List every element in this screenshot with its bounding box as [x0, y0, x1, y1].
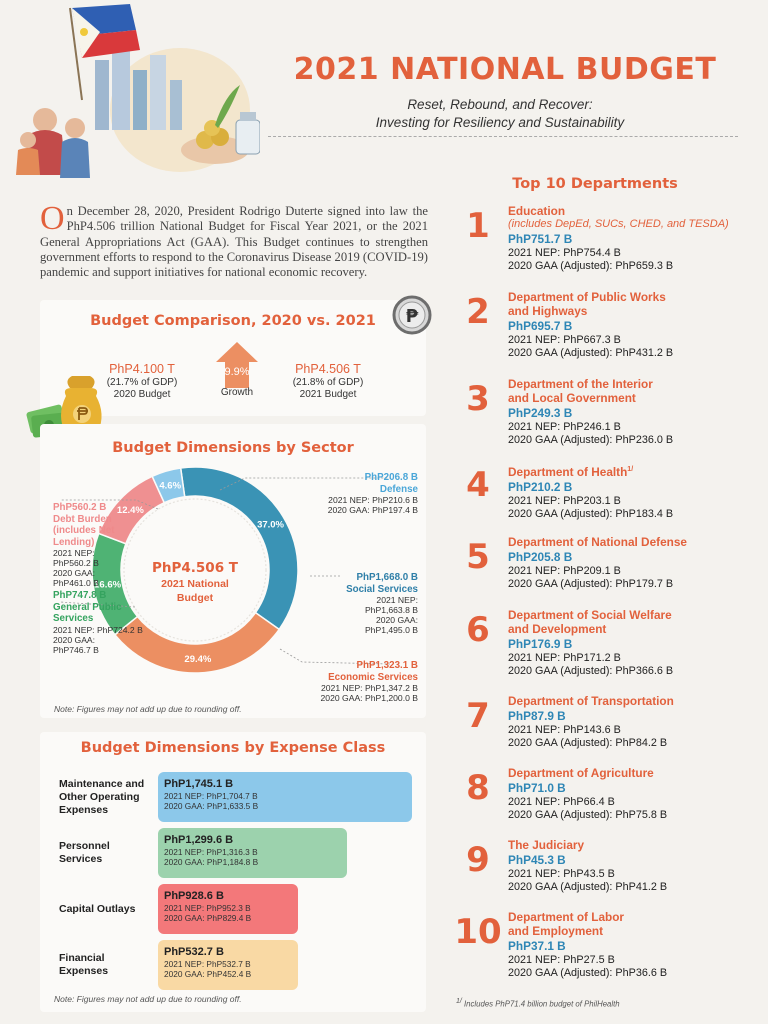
dept-name	[508, 766, 758, 780]
social-nep-1: 2021 NEP:	[376, 595, 418, 605]
expense-amount: PhP928.6 B	[164, 890, 224, 902]
page-title: 2021 NATIONAL BUDGET	[293, 52, 717, 87]
subtitle-line-1: Reset, Rebound, and Recover:	[407, 97, 593, 112]
peso-coin-icon	[392, 295, 432, 335]
sector-chart-panel	[40, 424, 426, 718]
dept-name-line-1: Department of Health	[508, 464, 628, 479]
expense-label-line-2: Services	[59, 853, 103, 865]
dept-name-line-1: Department of National Defense	[508, 535, 687, 549]
budget-2020-amount: PhP4.100 T	[109, 362, 175, 376]
dept-nep: 2021 NEP: PhP209.1 B	[508, 565, 621, 577]
coin-symbol: ₱	[405, 306, 419, 327]
dept-gaa: 2020 GAA (Adjusted): PhP41.2 B	[508, 881, 668, 893]
dept-body	[508, 838, 758, 894]
dept-gaa: 2020 GAA (Adjusted): PhP75.8 B	[508, 809, 668, 821]
dept-gaa: 2020 GAA (Adjusted): PhP366.6 B	[508, 665, 674, 677]
dept-rank: 10	[454, 912, 502, 952]
dept-name-line-1: The Judiciary	[508, 838, 585, 852]
top10-title: Top 10 Departments	[512, 176, 678, 192]
dept-name	[508, 204, 758, 218]
defense-gaa: 2020 GAA: PhP197.4 B	[327, 505, 418, 515]
expense-label	[59, 952, 108, 978]
budget-2020-gdp: (21.7% of GDP)	[106, 377, 178, 388]
dept-footnote-mark: 1/	[627, 466, 634, 473]
dept-gaa: 2020 GAA (Adjusted): PhP431.2 B	[508, 347, 674, 359]
dept-amount: PhP45.3 B	[508, 853, 566, 867]
budget-2020-label: 2020 Budget	[113, 388, 171, 400]
expense-bar	[158, 940, 298, 990]
dept-item	[452, 204, 752, 284]
dept-item	[452, 463, 752, 543]
label-debt-burden	[53, 502, 115, 588]
economic-gaa: 2020 GAA: PhP1,200.0 B	[320, 693, 418, 703]
budget-2021	[282, 362, 374, 400]
debt-nep-2: PhP560.2 B	[53, 558, 99, 568]
dept-name-line-2: and Development	[508, 622, 607, 636]
dept-nep: 2021 NEP: PhP43.5 B	[508, 868, 615, 880]
footnote-text: Includes PhP71.4 billion budget of PhilHealth	[464, 999, 620, 1009]
dept-nep: 2021 NEP: PhP754.4 B	[508, 247, 621, 259]
dept-gaa: 2020 GAA (Adjusted): PhP183.4 B	[508, 507, 674, 520]
budget-2020	[96, 362, 188, 400]
budget-2021-gdp: (21.8% of GDP)	[292, 377, 364, 388]
footnote-mark: 1/	[456, 998, 462, 1005]
sector-note: Note: Figures may not add up due to rounding off.	[54, 704, 242, 714]
label-social-services	[346, 572, 418, 635]
dept-item	[452, 608, 752, 688]
social-nep-2: PhP1,663.8 B	[364, 605, 418, 615]
public-amount: PhP747.8 B	[53, 590, 107, 601]
dept-amount: PhP71.0 B	[508, 781, 566, 795]
header-divider	[268, 136, 738, 137]
dept-item	[452, 377, 752, 457]
expense-note: Note: Figures may not add up due to rounding off.	[54, 994, 242, 1004]
economic-nep: 2021 NEP: PhP1,347.2 B	[321, 683, 418, 693]
dept-name	[508, 535, 758, 549]
public-name-2: Services	[53, 613, 94, 624]
dept-rank: 3	[466, 379, 490, 419]
dept-nep: 2021 NEP: PhP246.1 B	[508, 421, 621, 433]
defense-amount: PhP206.8 B	[364, 472, 418, 483]
dept-gaa: 2020 GAA (Adjusted): PhP659.3 B	[508, 260, 674, 272]
dept-name-line-1: Department of Social Welfare	[508, 608, 672, 622]
expense-class-panel	[40, 732, 426, 1012]
budget-2021-amount: PhP4.506 T	[295, 362, 361, 376]
intro-paragraph	[40, 200, 428, 280]
dept-item	[452, 290, 752, 370]
dept-body	[508, 204, 758, 273]
expense-label-line-1: Maintenance and	[59, 777, 145, 790]
dept-amount: PhP176.9 B	[508, 637, 573, 651]
public-gaa-1: 2020 GAA:	[53, 634, 96, 645]
expense-nep: 2021 NEP: PhP952.3 B	[164, 903, 251, 913]
expense-class-title: Budget Dimensions by Expense Class	[80, 740, 386, 756]
dept-body	[508, 910, 758, 980]
expense-amount: PhP1,745.1 B	[164, 778, 234, 790]
dept-name-line-1: Department of Transportation	[508, 694, 674, 708]
subtitle-line-2: Investing for Resiliency and Sustainability	[375, 115, 625, 130]
dept-rank: 2	[466, 292, 490, 332]
expense-label-line-1: Financial	[59, 952, 105, 964]
sector-chart-title: Budget Dimensions by Sector	[112, 440, 354, 456]
dept-name-line-1: Department of Labor	[508, 910, 625, 924]
expense-nep: 2021 NEP: PhP532.7 B	[164, 959, 251, 969]
debt-name-1: Debt Burden	[53, 513, 112, 525]
expense-nep: 2021 NEP: PhP1,316.3 B	[164, 847, 258, 857]
expense-bar	[158, 772, 412, 822]
debt-gaa-1: 2020 GAA:	[53, 568, 96, 578]
dept-item	[452, 910, 752, 990]
dept-name-line-1: Department of Public Works	[508, 290, 666, 304]
hero-illustration	[0, 0, 260, 190]
dept-name	[508, 838, 758, 852]
social-gaa-1: 2020 GAA:	[375, 615, 418, 625]
page-subtitle	[300, 96, 700, 132]
dept-gaa: 2020 GAA (Adjusted): PhP36.6 B	[508, 967, 668, 979]
dept-rank: 8	[466, 768, 490, 808]
dept-nep: 2021 NEP: PhP66.4 B	[508, 796, 615, 808]
expense-label-line-3: Expenses	[59, 803, 109, 816]
donut-slice-label: 12.4%	[116, 505, 144, 517]
dept-body	[508, 694, 758, 750]
expense-amount: PhP1,299.6 B	[164, 834, 234, 846]
donut-slice-label: 16.6%	[94, 579, 122, 591]
dept-item	[452, 838, 752, 918]
debt-amount: PhP560.2 B	[53, 502, 107, 513]
dept-amount: PhP695.7 B	[508, 319, 573, 333]
dept-body	[508, 535, 758, 591]
dept-body	[508, 608, 758, 678]
dept-body	[508, 290, 758, 360]
dept-nep: 2021 NEP: PhP27.5 B	[508, 954, 615, 966]
dept-body	[508, 463, 758, 521]
dept-gaa: 2020 GAA (Adjusted): PhP84.2 B	[508, 737, 668, 749]
social-name: Social Services	[346, 583, 418, 595]
expense-label-line-2: Other Operating	[59, 790, 140, 803]
debt-gaa-2: PhP461.0 B	[53, 578, 99, 588]
dept-nep: 2021 NEP: PhP171.2 B	[508, 652, 621, 664]
label-general-public-services	[53, 590, 143, 655]
expense-label-line-2: Expenses	[59, 965, 109, 977]
dept-body	[508, 377, 758, 447]
dept-item	[452, 694, 752, 774]
growth-label: Growth	[220, 387, 254, 398]
footnote	[456, 998, 620, 1009]
donut-slice-label: 29.4%	[184, 653, 212, 665]
expense-label-line-1: Personnel	[59, 840, 110, 852]
dept-gaa: 2020 GAA (Adjusted): PhP179.7 B	[508, 578, 674, 590]
donut-slice-label: 4.6%	[159, 480, 182, 492]
dept-nep: 2021 NEP: PhP143.6 B	[508, 724, 621, 736]
expense-gaa: 2020 GAA: PhP452.4 B	[164, 969, 252, 979]
dept-name-line-2: and Local Government	[508, 391, 636, 405]
dept-name-line-1: Department of the Interior	[508, 377, 653, 391]
label-economic-services	[321, 660, 418, 703]
dept-name	[508, 463, 758, 479]
expense-bar	[158, 884, 298, 934]
expense-gaa: 2020 GAA: PhP1,184.8 B	[164, 857, 259, 867]
defense-name: Defense	[379, 483, 418, 495]
dept-rank: 7	[466, 696, 490, 736]
public-name-1: General Public	[53, 601, 122, 613]
dept-amount: PhP751.7 B	[508, 232, 573, 246]
dept-nep: 2021 NEP: PhP203.1 B	[508, 494, 621, 507]
budget-2021-label: 2021 Budget	[299, 388, 357, 400]
dept-subtitle: (includes DepEd, SUCs, CHED, and TESDA)	[508, 218, 729, 230]
donut-center-amount: PhP4.506 T	[151, 560, 239, 576]
expense-gaa: 2020 GAA: PhP829.4 B	[164, 913, 252, 923]
label-defense	[328, 472, 418, 515]
dept-amount: PhP87.9 B	[508, 709, 566, 723]
budget-comparison-title: Budget Comparison, 2020 vs. 2021	[90, 313, 376, 329]
dept-item	[452, 535, 752, 615]
economic-name: Economic Services	[328, 671, 418, 683]
economic-amount: PhP1,323.1 B	[356, 660, 418, 671]
dept-name-line-1: Education	[508, 204, 566, 218]
dept-amount: PhP205.8 B	[508, 550, 573, 564]
defense-nep: 2021 NEP: PhP210.6 B	[328, 495, 418, 505]
dept-name-line-2: and Highways	[508, 304, 588, 318]
dept-name	[508, 608, 758, 622]
donut-center-label-1: 2021 National	[161, 578, 229, 590]
expense-bar	[158, 828, 347, 878]
dept-rank: 4	[466, 465, 490, 505]
dept-name	[508, 290, 758, 304]
expense-label-line-1: Capital Outlays	[59, 902, 136, 915]
donut-slice-label: 37.0%	[257, 519, 285, 531]
debt-nep-1: 2021 NEP:	[53, 548, 95, 558]
donut-center-label-2: Budget	[176, 592, 214, 604]
expense-amount: PhP532.7 B	[164, 946, 224, 958]
dept-item	[452, 766, 752, 846]
public-nep: 2021 NEP: PhP724.2 B	[53, 624, 143, 635]
debt-name-3: Lending)	[53, 536, 95, 548]
dept-body	[508, 766, 758, 822]
social-amount: PhP1,668.0 B	[356, 572, 418, 583]
expense-gaa: 2020 GAA: PhP1,633.5 B	[164, 801, 259, 811]
growth-arrow-icon	[216, 342, 258, 388]
dept-rank: 9	[466, 840, 490, 880]
donut-slice	[181, 467, 298, 629]
intro-drop-cap: O	[40, 200, 65, 237]
dept-name	[508, 694, 758, 708]
dept-rank: 6	[466, 610, 490, 650]
dept-name-line-2: and Employment	[508, 924, 604, 938]
dept-rank: 5	[466, 537, 490, 577]
expense-label	[59, 840, 110, 866]
dept-nep: 2021 NEP: PhP667.3 B	[508, 334, 621, 346]
expense-label	[59, 778, 144, 817]
dept-rank: 1	[466, 206, 490, 246]
growth-value: 9.9%	[224, 366, 250, 378]
public-gaa-2: PhP746.7 B	[53, 644, 99, 655]
intro-text: n December 28, 2020, President Rodrigo Duterte signed into law the PhP4.506 trillion National Budget for Fiscal Year 2021, or the 2021 General Appropriations Act (GAA). This Budget continues to strengthen government efforts to respond to the Coronavirus Disease 2019 (COVID-19) pandemic and support initiatives for national economic recovery.	[40, 204, 428, 280]
dept-name-line-1: Department of Agriculture	[508, 766, 654, 780]
expense-label	[59, 903, 135, 916]
debt-name-2: (includes Net	[53, 525, 115, 536]
social-gaa-2: PhP1,495.0 B	[364, 625, 418, 635]
dept-name	[508, 377, 758, 391]
expense-nep: 2021 NEP: PhP1,704.7 B	[164, 791, 258, 801]
dept-amount: PhP210.2 B	[508, 479, 573, 494]
dept-name	[508, 910, 758, 924]
dept-amount: PhP37.1 B	[508, 939, 566, 953]
dept-amount: PhP249.3 B	[508, 406, 573, 420]
dept-gaa: 2020 GAA (Adjusted): PhP236.0 B	[508, 434, 674, 446]
